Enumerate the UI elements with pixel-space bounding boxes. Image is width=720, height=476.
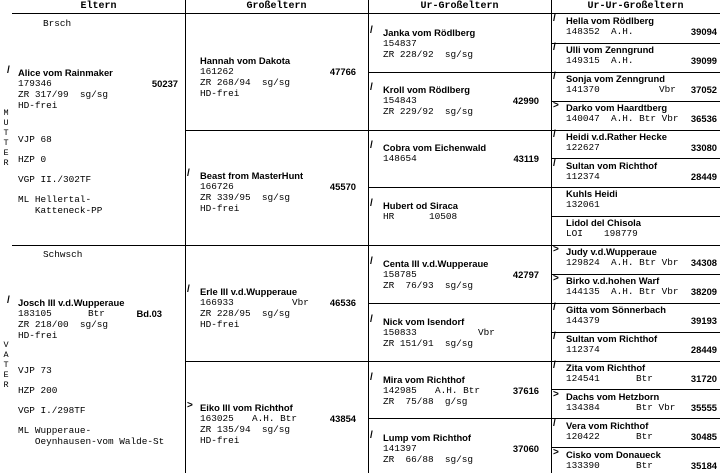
great-great-grandparent-cell — [553, 388, 717, 415]
great-grandparent-id: 154843 — [383, 95, 417, 106]
great-grandparent-cell — [370, 372, 539, 418]
great-great-grandparent-id: LOI — [566, 228, 583, 240]
father-zr: ZR 218/00 sg/sg — [18, 319, 109, 330]
mother-color: Brsch — [43, 18, 72, 29]
grandparent-name: > Eiko III vom Richthof — [187, 400, 293, 413]
great-great-grandparent-extra: Vbr — [659, 83, 676, 95]
great-great-grandparent-score: 39099 — [690, 54, 717, 66]
great-great-grandparent-cell — [553, 330, 717, 357]
mother-zr: ZR 317/99 sg/sg — [18, 89, 109, 100]
great-grandparent-id: HR — [383, 211, 395, 222]
great-great-grandparent-id: 129824 — [566, 257, 600, 269]
great-grandparent-cell — [370, 82, 539, 128]
great-grandparent-id: 141397 — [383, 443, 417, 454]
vater-label: V A T E R — [3, 340, 9, 390]
grandparent-extra: Vbr — [292, 297, 309, 308]
great-great-grandparent-name: Kuhls Heidi — [566, 188, 618, 200]
great-great-grandparent-cell — [553, 417, 717, 444]
great-great-grandparent-name: / Zita vom Richthof — [553, 359, 646, 373]
grandparent-score: 47766 — [329, 66, 356, 77]
mutter-label: M U T T E R — [3, 108, 9, 168]
header-eltern: Eltern — [12, 0, 185, 14]
great-grandparent-extra: 10508 — [429, 211, 458, 222]
grandparent-score: 43854 — [329, 413, 356, 424]
great-great-grandparent-extra: A.H. Btr Vbr — [611, 286, 679, 298]
great-great-grandparent-name: / Ulli vom Zenngrund — [553, 41, 655, 55]
great-great-grandparent-extra: 198779 — [604, 228, 638, 240]
great-grandparent-score: 43119 — [513, 153, 539, 164]
great-great-grandparent-score: 35555 — [690, 401, 717, 413]
grandparent-zr: ZR 339/95 sg/sg — [200, 192, 291, 203]
great-grandparent-zr: ZR 228/92 sg/sg — [383, 49, 474, 60]
great-great-grandparent-name: > Judy v.d.Wupperaue — [553, 244, 657, 258]
mother-id: 179346 — [18, 78, 52, 89]
mother-vjp: VJP 68 — [18, 134, 52, 145]
great-great-grandparent-cell — [553, 157, 717, 184]
great-great-grandparent-cell — [553, 446, 717, 473]
grandparent-cell — [187, 400, 356, 462]
great-great-grandparent-cell — [553, 244, 717, 270]
father-vjp: VJP 73 — [18, 365, 52, 376]
great-great-grandparent-extra: A.H. Btr Vbr — [611, 257, 679, 269]
grid-line — [368, 0, 369, 473]
great-great-grandparent-extra: Btr Vbr — [636, 401, 676, 413]
great-grandparent-extra: Vbr — [478, 327, 495, 338]
grandparent-hd: HD-frei — [200, 435, 240, 446]
father-ml: ML Wupperaue- — [18, 425, 92, 436]
great-great-grandparent-id: 122627 — [566, 141, 600, 153]
great-grandparent-id: 142985 — [383, 385, 417, 396]
header-urgrosseltern: Ur-Großeltern — [368, 0, 551, 14]
great-great-grandparent-id: 140047 — [566, 112, 600, 124]
great-great-grandparent-name: Lidol del Chisola — [566, 217, 642, 229]
great-grandparent-zr — [383, 164, 539, 175]
great-great-grandparent-id: 144135 — [566, 286, 600, 298]
great-great-grandparent-score: 37052 — [690, 83, 717, 95]
great-great-grandparent-cell — [553, 13, 717, 39]
great-great-grandparent-score: 39193 — [690, 315, 717, 326]
great-great-grandparent-score: 38209 — [690, 286, 717, 298]
great-great-grandparent-score: 30485 — [690, 430, 717, 442]
great-great-grandparent-id: 141370 — [566, 83, 600, 95]
great-great-grandparent-score: 28449 — [690, 343, 717, 355]
header-grosseltern: Großeltern — [185, 0, 368, 14]
great-grandparent-cell — [370, 314, 539, 360]
father-hd: HD-frei — [18, 330, 58, 341]
grandparent-cell — [200, 55, 356, 115]
great-great-grandparent-score: 34308 — [690, 257, 717, 269]
great-great-grandparent-score: 36536 — [690, 112, 717, 124]
grandparent-hd: HD-frei — [200, 88, 240, 99]
great-great-grandparent-id: 133390 — [566, 459, 600, 471]
great-great-grandparent-extra: Btr — [636, 372, 653, 384]
great-grandparent-id: 158785 — [383, 269, 417, 280]
great-grandparent-name: / Mira vom Richthof — [370, 372, 465, 385]
great-great-grandparent-id: 120422 — [566, 430, 600, 442]
great-grandparent-name: / Hubert od Siraca — [370, 198, 459, 211]
great-great-grandparent-score: 39094 — [690, 26, 717, 37]
great-great-grandparent-extra: Btr — [636, 430, 653, 442]
great-great-grandparent-cell — [553, 99, 717, 126]
great-grandparent-score: 42990 — [512, 95, 539, 106]
great-great-grandparent-cell — [553, 41, 717, 68]
father-btr: Btr — [88, 308, 105, 319]
great-great-grandparent-cell — [566, 188, 717, 212]
grandparent-cell — [187, 284, 356, 346]
grandparent-cell — [187, 168, 356, 230]
great-grandparent-name: / Janka vom Rödlberg — [370, 25, 476, 38]
great-great-grandparent-cell — [553, 128, 717, 155]
grandparent-zr: ZR 135/94 sg/sg — [200, 424, 291, 435]
grandparent-id: 161262 — [200, 66, 234, 77]
mother-hzp: HZP 0 — [18, 154, 47, 165]
great-great-grandparent-extra: Btr — [636, 459, 653, 471]
great-grandparent-id: 150833 — [383, 327, 417, 338]
father-id: 183105 — [18, 308, 52, 319]
mother-ml-2: Katteneck-PP — [18, 205, 103, 216]
great-grandparent-cell — [370, 198, 539, 244]
father-hzp: HZP 200 — [18, 385, 58, 396]
great-grandparent-extra: A.H. Btr — [435, 385, 481, 396]
great-great-grandparent-cell — [553, 359, 717, 386]
great-grandparent-cell — [370, 140, 539, 186]
mother-ml: ML Hellertal- — [18, 194, 92, 205]
mother-score: 50237 — [151, 78, 178, 89]
great-great-grandparent-name: / Heidi v.d.Rather Hecke — [553, 128, 667, 142]
father-name: / Josch III v.d.Wupperaue — [7, 295, 125, 308]
great-great-grandparent-name: > Dachs vom Hetzborn — [553, 388, 660, 402]
great-great-grandparent-cell — [553, 273, 717, 299]
great-great-grandparent-name: > Birko v.d.hohen Warf — [553, 273, 660, 287]
father-vgp: VGP I./298TF — [18, 405, 86, 416]
great-grandparent-cell — [370, 256, 539, 302]
great-great-grandparent-name: / Gitta vom Sönnerbach — [553, 302, 667, 315]
great-great-grandparent-id: 144379 — [566, 315, 600, 326]
great-grandparent-zr: ZR 151/91 sg/sg — [383, 338, 474, 349]
great-grandparent-zr: ZR 75/88 g/sg — [383, 396, 468, 407]
mother-hd: HD-frei — [18, 100, 58, 111]
father-bd: Bd.03 — [136, 308, 162, 319]
great-grandparent-score: 37616 — [512, 385, 539, 396]
great-grandparent-id: 148654 — [383, 153, 417, 164]
great-great-grandparent-name: / Vera vom Richthof — [553, 417, 649, 431]
grandparent-name: / Erle III v.d.Wupperaue — [187, 284, 298, 297]
grid-line — [185, 0, 186, 473]
great-great-grandparent-name: > Darko vom Haardtberg — [553, 99, 668, 113]
great-great-grandparent-name: > Cisko vom Donaueck — [553, 446, 661, 460]
great-great-grandparent-id: 149315 — [566, 54, 600, 66]
mother-cell — [7, 18, 182, 243]
grandparent-name: / Beast from MasterHunt — [187, 168, 304, 181]
great-great-grandparent-id: 132061 — [566, 199, 600, 211]
great-great-grandparent-cell — [566, 217, 717, 241]
father-color: Schwsch — [43, 249, 83, 260]
great-great-grandparent-name: / Sonja vom Zenngrund — [553, 70, 665, 84]
great-grandparent-id: 154837 — [383, 38, 417, 49]
great-great-grandparent-score: 35184 — [690, 459, 717, 471]
grid-line — [551, 0, 552, 473]
great-grandparent-name: / Centa III v.d.Wupperaue — [370, 256, 489, 269]
great-grandparent-zr: ZR 76/93 sg/sg — [383, 280, 474, 291]
great-great-grandparent-score: 28449 — [690, 170, 717, 182]
grandparent-zr: ZR 268/94 sg/sg — [200, 77, 291, 88]
great-grandparent-zr: ZR 229/92 sg/sg — [383, 106, 474, 117]
grandparent-id: 166726 — [200, 181, 234, 192]
mother-name: / Alice vom Rainmaker — [7, 65, 113, 78]
great-great-grandparent-id: 134384 — [566, 401, 600, 413]
grandparent-extra: A.H. Btr — [252, 413, 298, 424]
grandparent-zr: ZR 228/95 sg/sg — [200, 308, 291, 319]
great-great-grandparent-name: / Sultan vom Richthof — [553, 157, 658, 171]
great-grandparent-cell — [370, 25, 539, 71]
great-grandparent-name: / Nick vom Isendorf — [370, 314, 465, 327]
grandparent-score: 46536 — [329, 297, 356, 308]
great-grandparent-name: / Lump vom Richthof — [370, 430, 472, 443]
great-grandparent-score: 42797 — [512, 269, 539, 280]
great-great-grandparent-cell — [553, 70, 717, 97]
great-great-grandparent-id: 148352 — [566, 26, 600, 37]
grandparent-id: 166933 — [200, 297, 234, 308]
great-grandparent-zr — [383, 222, 539, 233]
great-grandparent-score: 37060 — [512, 443, 539, 454]
grandparent-hd: HD-frei — [200, 319, 240, 330]
great-great-grandparent-extra: A.H. — [611, 54, 634, 66]
great-great-grandparent-id: 112374 — [566, 343, 600, 355]
grandparent-hd: HD-frei — [200, 203, 240, 214]
great-grandparent-name: / Kroll vom Rödlberg — [370, 82, 470, 95]
great-grandparent-name: / Cobra vom Eichenwald — [370, 140, 487, 153]
great-great-grandparent-name: / Hella vom Rödlberg — [553, 13, 655, 26]
great-great-grandparent-extra: A.H. — [611, 26, 634, 37]
great-great-grandparent-id: 112374 — [566, 170, 600, 182]
grandparent-score: 45570 — [329, 181, 356, 192]
great-great-grandparent-id: 124541 — [566, 372, 600, 384]
great-great-grandparent-name: / Sultan vom Richthof — [553, 330, 658, 344]
mother-vgp: VGP II./302TF — [18, 174, 92, 185]
great-great-grandparent-cell — [553, 302, 717, 328]
grandparent-name: Hannah vom Dakota — [200, 55, 291, 66]
header-ururgrosseltern: Ur-Ur-Großeltern — [551, 0, 720, 14]
great-great-grandparent-score: 31720 — [690, 372, 717, 384]
great-grandparent-zr: ZR 66/88 sg/sg — [383, 454, 474, 465]
great-great-grandparent-score: 33080 — [690, 141, 717, 153]
father-ml-2: Oeynhausen-vom Walde-St — [18, 436, 165, 447]
father-cell — [7, 249, 182, 473]
great-great-grandparent-extra: A.H. Btr Vbr — [611, 112, 679, 124]
great-grandparent-cell — [370, 430, 539, 476]
grandparent-id: 163025 — [200, 413, 234, 424]
